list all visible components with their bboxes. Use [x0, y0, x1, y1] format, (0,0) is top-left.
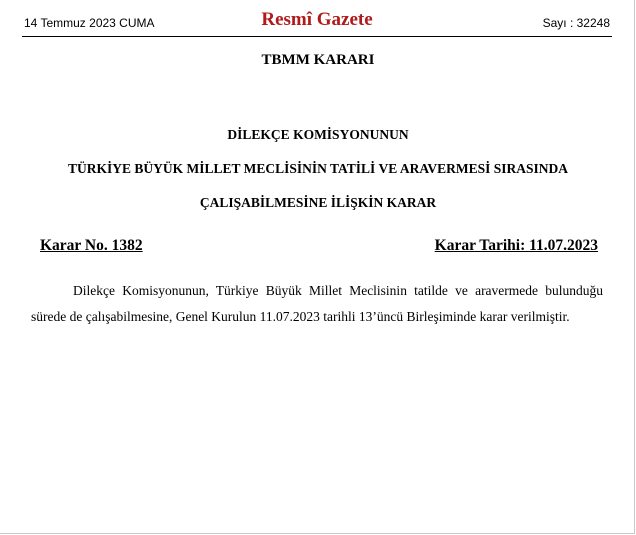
decision-date: Karar Tarihi: 11.07.2023 [434, 237, 598, 254]
decision-number: Karar No. 1382 [40, 237, 143, 254]
decision-body-text: Dilekçe Komisyonunun, Türkiye Büyük Millet Meclisinin tatilde ve aravermede bulunduğu sürede de çalışabilmesine, Genel Kurulun 11.07.2023 tarihli 13’üncü Birleşiminde karar verilmiştir. [31, 283, 603, 324]
decision-subject [20, 118, 616, 220]
gazette-header [22, 8, 612, 37]
subject-line: DİLEKÇE KOMİSYONUNUN [227, 127, 409, 142]
subject-line: ÇALIŞABİLMESİNE İLİŞKİN KARAR [199, 195, 437, 210]
header-date: 14 Temmuz 2023 CUMA [24, 16, 155, 30]
section-title: TBMM KARARI [261, 52, 375, 68]
subject-line: TÜRKİYE BÜYÜK MİLLET MECLİSİNİN TATİLİ VE ARAVERMESİ SIRASINDA [67, 161, 568, 176]
issue-number: Sayı : 32248 [542, 16, 610, 30]
gazette-title: Resmî Gazete [261, 9, 373, 30]
